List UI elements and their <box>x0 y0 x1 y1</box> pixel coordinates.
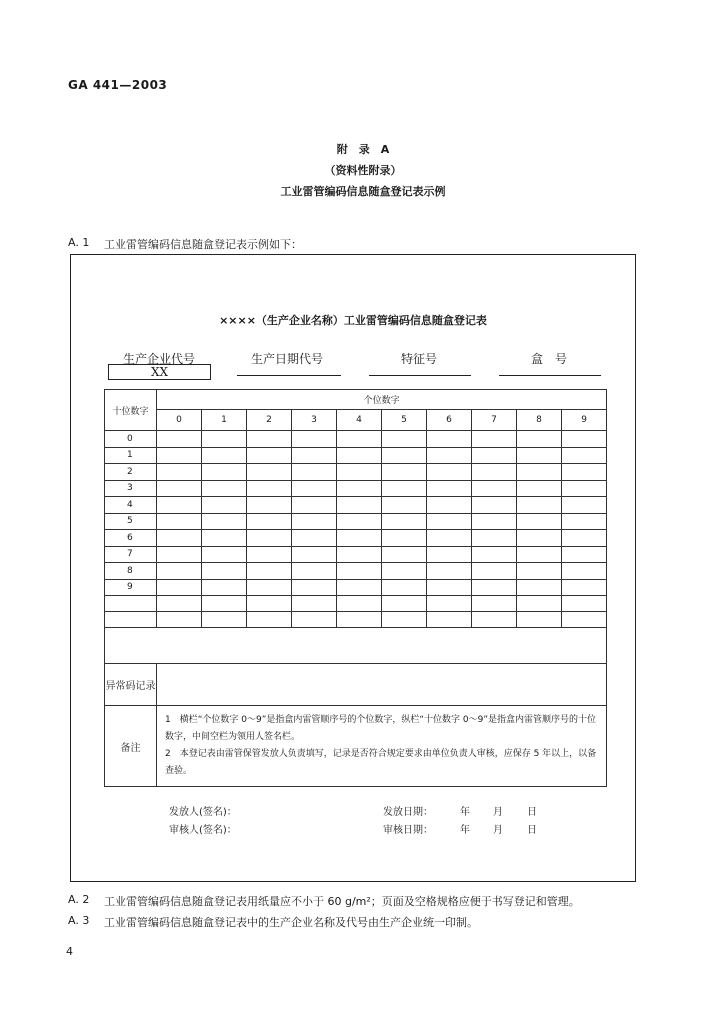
signature-cell[interactable] <box>247 530 292 547</box>
signature-cell[interactable] <box>562 596 607 612</box>
signature-cell[interactable] <box>562 563 607 580</box>
signature-cell[interactable] <box>202 513 247 530</box>
signature-cell[interactable] <box>427 530 472 547</box>
signature-cell[interactable] <box>427 563 472 580</box>
signature-cell[interactable] <box>517 530 562 547</box>
signature-cell[interactable] <box>337 579 382 596</box>
signature-cell[interactable] <box>382 513 427 530</box>
signature-cell[interactable] <box>247 563 292 580</box>
registration-grid <box>104 389 607 787</box>
signature-cell[interactable] <box>517 546 562 563</box>
signature-cell[interactable] <box>157 546 202 563</box>
feature-code-underline <box>369 375 471 376</box>
standard-id: GA 441—2003 <box>68 78 168 92</box>
signature-cell[interactable] <box>202 563 247 580</box>
table-row <box>105 596 607 612</box>
signature-cell[interactable] <box>427 497 472 514</box>
register-form-frame <box>70 254 636 882</box>
anomaly-record-label: 异常码记录 <box>105 664 157 706</box>
signature-cell[interactable] <box>247 431 292 448</box>
signature-cell[interactable] <box>337 464 382 481</box>
units-digit-cell: 1 <box>202 410 247 431</box>
signature-cell[interactable] <box>157 596 202 612</box>
issuer-label: 发放人(签名)： <box>169 807 237 818</box>
signature-cell[interactable] <box>247 596 292 612</box>
signature-cell[interactable] <box>337 497 382 514</box>
table-row <box>105 612 607 628</box>
signature-cell[interactable] <box>472 497 517 514</box>
units-digit-cell: 4 <box>337 410 382 431</box>
review-month: 月 <box>493 825 503 836</box>
issue-day: 日 <box>527 807 537 818</box>
signature-cell[interactable] <box>427 480 472 497</box>
signature-cell[interactable] <box>517 447 562 464</box>
signature-cell[interactable] <box>562 447 607 464</box>
signature-cell[interactable] <box>247 480 292 497</box>
signature-cell[interactable] <box>202 480 247 497</box>
signature-cell[interactable] <box>292 513 337 530</box>
signature-cell[interactable] <box>292 546 337 563</box>
blank-cell <box>105 612 157 628</box>
signature-cell[interactable] <box>517 497 562 514</box>
units-digit-cell: 6 <box>427 410 472 431</box>
signature-cell[interactable] <box>292 464 337 481</box>
signature-cell[interactable] <box>382 563 427 580</box>
signature-cell[interactable] <box>337 480 382 497</box>
review-year: 年 <box>460 825 470 836</box>
signature-cell[interactable] <box>562 546 607 563</box>
production-date-underline <box>237 375 341 376</box>
box-number-underline <box>499 375 601 376</box>
units-digit-cell: 3 <box>292 410 337 431</box>
signature-cell[interactable] <box>247 546 292 563</box>
tens-digit-cell: 0 <box>105 431 157 448</box>
signature-cell[interactable] <box>157 530 202 547</box>
signature-cell[interactable] <box>202 596 247 612</box>
units-digit-cell: 0 <box>157 410 202 431</box>
signature-cell[interactable] <box>562 579 607 596</box>
signature-cell[interactable] <box>472 431 517 448</box>
signature-cell[interactable] <box>562 612 607 628</box>
signature-cell[interactable] <box>562 530 607 547</box>
signature-cell[interactable] <box>202 497 247 514</box>
signature-cell[interactable] <box>427 546 472 563</box>
enterprise-code-box: XX <box>108 364 211 380</box>
signature-cell[interactable] <box>247 612 292 628</box>
signature-cell[interactable] <box>562 497 607 514</box>
form-title: ××××（生产企业名称）工业雷管编码信息随盒登记表 <box>219 314 487 327</box>
signature-cell[interactable] <box>247 447 292 464</box>
signature-cell[interactable] <box>157 513 202 530</box>
table-row <box>105 579 607 596</box>
section-a3-number: A. 3 <box>68 914 90 927</box>
signature-cell[interactable] <box>427 447 472 464</box>
signature-cell[interactable] <box>202 431 247 448</box>
signature-cell[interactable] <box>517 612 562 628</box>
signature-cell[interactable] <box>157 563 202 580</box>
signature-cell[interactable] <box>382 612 427 628</box>
signature-cell[interactable] <box>472 480 517 497</box>
field-label-enterprise-code: 生产企业代号 <box>123 352 196 366</box>
signature-cell[interactable] <box>337 546 382 563</box>
section-a2-text: 工业雷管编码信息随盒登记表用纸量应不小于 60 g/m²；页面及空格规格应便于书写登记和管理。 <box>104 895 580 908</box>
signature-cell[interactable] <box>517 563 562 580</box>
table-row <box>105 447 607 464</box>
signature-cell[interactable] <box>472 513 517 530</box>
signature-cell[interactable] <box>472 464 517 481</box>
signature-cell[interactable] <box>292 431 337 448</box>
signature-cell[interactable] <box>562 480 607 497</box>
signature-cell[interactable] <box>337 447 382 464</box>
signature-cell[interactable] <box>202 546 247 563</box>
signature-cell[interactable] <box>292 497 337 514</box>
signature-cell[interactable] <box>157 464 202 481</box>
signature-cell[interactable] <box>202 612 247 628</box>
signature-cell[interactable] <box>202 464 247 481</box>
issue-year: 年 <box>460 807 470 818</box>
signature-cell[interactable] <box>382 579 427 596</box>
units-digit-cell: 9 <box>562 410 607 431</box>
signature-cell[interactable] <box>382 480 427 497</box>
signature-cell[interactable] <box>427 596 472 612</box>
signature-cell[interactable] <box>382 497 427 514</box>
signature-cell[interactable] <box>562 464 607 481</box>
signature-cell[interactable] <box>292 596 337 612</box>
remarks-item-1: 1 横栏“个位数字 0～9”是指盒内雷管顺序号的个位数字，纵栏“十位数字 0～9”是指盒内雷管顺序号的十位数字，中间空栏为领用人签名栏。 <box>165 715 597 742</box>
section-a1-number: A. 1 <box>68 236 90 249</box>
signature-cell[interactable] <box>472 447 517 464</box>
signature-cell[interactable] <box>427 513 472 530</box>
table-row <box>105 530 607 547</box>
signature-cell[interactable] <box>472 546 517 563</box>
review-day: 日 <box>527 825 537 836</box>
units-digit-header: 个位数字 <box>157 390 607 410</box>
table-row <box>105 480 607 497</box>
anomaly-record-field[interactable] <box>157 664 607 706</box>
tens-digit-cell: 6 <box>105 530 157 547</box>
table-row <box>105 546 607 563</box>
field-label-feature-code: 特征号 <box>401 352 438 366</box>
units-digit-cell: 7 <box>472 410 517 431</box>
signature-cell[interactable] <box>382 431 427 448</box>
field-label-box-number: 盒 号 <box>531 352 568 366</box>
signature-cell[interactable] <box>337 596 382 612</box>
signature-cell[interactable] <box>337 563 382 580</box>
tens-digit-cell: 9 <box>105 579 157 596</box>
signature-cell[interactable] <box>157 447 202 464</box>
remarks-label: 备注 <box>105 706 157 787</box>
signature-cell[interactable] <box>202 530 247 547</box>
signature-cell[interactable] <box>472 579 517 596</box>
appendix-subtitle: （资料性附录） <box>324 164 402 177</box>
tens-digit-cell: 5 <box>105 513 157 530</box>
remarks-item-2: 2 本登记表由雷管保管发放人负责填写，记录是否符合规定要求由单位负责人审核，应保存 5 年以上，以备查验。 <box>165 749 597 776</box>
signature-cell[interactable] <box>472 596 517 612</box>
tens-digit-cell: 1 <box>105 447 157 464</box>
signature-cell[interactable] <box>562 513 607 530</box>
signature-cell[interactable] <box>292 480 337 497</box>
page-number: 4 <box>66 945 73 958</box>
signature-cell[interactable] <box>292 612 337 628</box>
signature-cell[interactable] <box>427 431 472 448</box>
signature-cell[interactable] <box>292 563 337 580</box>
signature-cell[interactable] <box>157 480 202 497</box>
signature-cell[interactable] <box>472 563 517 580</box>
signature-cell[interactable] <box>202 447 247 464</box>
units-digit-cell: 2 <box>247 410 292 431</box>
signature-cell[interactable] <box>517 513 562 530</box>
signature-cell[interactable] <box>247 579 292 596</box>
table-row <box>105 497 607 514</box>
signature-cell[interactable] <box>382 447 427 464</box>
appendix-title: 附 录 A <box>336 143 390 156</box>
signature-cell[interactable] <box>292 579 337 596</box>
appendix-heading: 工业雷管编码信息随盒登记表示例 <box>280 185 446 198</box>
signature-cell[interactable] <box>472 530 517 547</box>
tens-digit-header: 十位数字 <box>105 390 157 431</box>
signature-cell[interactable] <box>292 530 337 547</box>
signature-cell[interactable] <box>517 464 562 481</box>
signature-cell[interactable] <box>157 612 202 628</box>
signature-cell[interactable] <box>382 464 427 481</box>
signature-cell[interactable] <box>292 447 337 464</box>
signature-cell[interactable] <box>247 464 292 481</box>
table-row <box>105 563 607 580</box>
section-a2-number: A. 2 <box>68 893 90 906</box>
signature-cell[interactable] <box>427 612 472 628</box>
gap-row <box>105 628 607 664</box>
issue-date-label: 发放日期： <box>383 807 433 818</box>
review-date-label: 审核日期： <box>383 825 433 836</box>
signature-cell[interactable] <box>157 497 202 514</box>
signature-cell[interactable] <box>337 612 382 628</box>
signature-cell[interactable] <box>382 596 427 612</box>
blank-cell <box>105 596 157 612</box>
signature-cell[interactable] <box>517 431 562 448</box>
units-digit-cell: 5 <box>382 410 427 431</box>
table-row <box>105 431 607 448</box>
signature-cell[interactable] <box>382 546 427 563</box>
signature-cell[interactable] <box>202 579 247 596</box>
tens-digit-cell: 2 <box>105 464 157 481</box>
table-row <box>105 513 607 530</box>
section-a3-text: 工业雷管编码信息随盒登记表中的生产企业名称及代号由生产企业统一印制。 <box>104 916 478 929</box>
signature-cell[interactable] <box>247 513 292 530</box>
signature-cell[interactable] <box>517 480 562 497</box>
signature-cell[interactable] <box>427 579 472 596</box>
remarks-content <box>157 706 607 787</box>
tens-digit-cell: 4 <box>105 497 157 514</box>
signature-cell[interactable] <box>247 497 292 514</box>
signature-cell[interactable] <box>472 612 517 628</box>
signature-cell[interactable] <box>517 579 562 596</box>
signature-cell[interactable] <box>562 431 607 448</box>
reviewer-label: 审核人(签名)： <box>169 825 237 836</box>
table-row <box>105 464 607 481</box>
signature-cell[interactable] <box>157 579 202 596</box>
signature-cell[interactable] <box>382 530 427 547</box>
tens-digit-cell: 8 <box>105 563 157 580</box>
signature-cell[interactable] <box>337 431 382 448</box>
tens-digit-cell: 3 <box>105 480 157 497</box>
section-a1-text: 工业雷管编码信息随盒登记表示例如下： <box>104 238 302 251</box>
tens-digit-cell: 7 <box>105 546 157 563</box>
signature-cell[interactable] <box>337 530 382 547</box>
signature-cell[interactable] <box>157 431 202 448</box>
signature-cell[interactable] <box>427 464 472 481</box>
signature-cell[interactable] <box>337 513 382 530</box>
field-label-production-date: 生产日期代号 <box>251 352 324 366</box>
signature-cell[interactable] <box>517 596 562 612</box>
issue-month: 月 <box>493 807 503 818</box>
units-digit-cell: 8 <box>517 410 562 431</box>
